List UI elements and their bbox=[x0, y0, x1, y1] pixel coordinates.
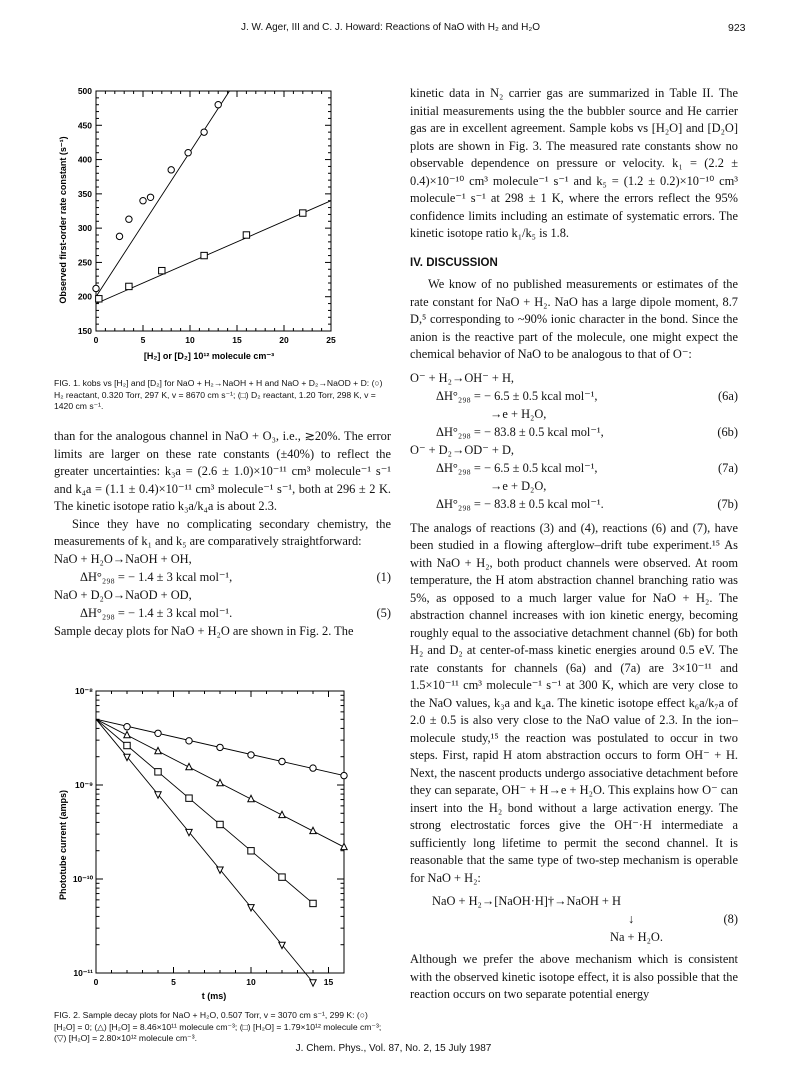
eq7b-reaction: →e + D₂O, bbox=[490, 478, 547, 493]
fig2-point-2-4 bbox=[217, 821, 223, 827]
eq6b-number: (6b) bbox=[717, 424, 738, 439]
fig1-point-0-8 bbox=[215, 102, 221, 108]
fig1-y-tick-label: 400 bbox=[77, 154, 92, 165]
fig2-point-2-6 bbox=[279, 874, 285, 880]
fig1-x-tick-label: 15 bbox=[232, 335, 242, 345]
eq7-reaction: O⁻ + D₂→OD⁻ + D, bbox=[410, 442, 514, 457]
section-heading: IV. DISCUSSION bbox=[410, 256, 498, 269]
fig2-caption: FIG. 2. Sample decay plots for NaO + H₂O, 0.507 Torr, v = 3070 cm s⁻¹, 299 K: (○) [H₂O] = 0; (△) [H₂O] = 8.46×10¹¹ molecule cm⁻³; (□) [H₂O] = 1.79×10¹² molecule cm⁻³; (▽) [H₂O] = 2.80×10¹² molecule cm⁻³. bbox=[54, 1010, 382, 1043]
fig2-point-2-2 bbox=[155, 769, 161, 775]
eq7a-number: (7a) bbox=[718, 460, 738, 475]
eq5-reaction: NaO + D₂O→NaOD + OD, bbox=[54, 587, 192, 602]
eq8-arrow-line bbox=[410, 911, 738, 929]
eq8b-line bbox=[410, 929, 738, 947]
eq6b-line bbox=[410, 406, 738, 424]
fig1-x-tick-label: 25 bbox=[326, 335, 336, 345]
fig2-y-tick-label: 10⁻⁹ bbox=[75, 780, 93, 790]
fig2-y-tick-label: 10⁻¹⁰ bbox=[72, 874, 93, 884]
fig1-axis-box bbox=[96, 91, 331, 331]
fig2-point-1-7 bbox=[310, 827, 316, 833]
eq5-number: (5) bbox=[376, 605, 391, 620]
page-number: 923 bbox=[728, 22, 746, 34]
fig2-point-1-5 bbox=[248, 795, 254, 801]
fig1-point-1-0 bbox=[96, 296, 102, 302]
right-para-1: kinetic data in N₂ carrier gas are summarized in Table II. The initial measurements using the the bubbler source and He carrier gas are in excellent agreement. Sample kobs vs [H₂O] and [D₂O] plots are shown in Fig. 3. The measured rate constants show no observable dependence on pressure or velocity. k₁ = (2.2 ± 0.4)×10⁻¹⁰ cm³ molecule⁻¹ s⁻¹ and k₅ = (1.2 ± 0.2)×10⁻¹⁰ cm³ molecule⁻¹ s⁻¹ at 298 ± 1 K, where the errors reflect the 95% confidence limits including an estimate of systematic errors. The kinetic isotope ratio k₁/k₅ is 1.8. bbox=[410, 86, 738, 240]
eq6a-number: (6a) bbox=[718, 388, 738, 403]
fig2-point-1-3 bbox=[186, 763, 192, 769]
fig2-point-1-4 bbox=[217, 779, 223, 785]
eq8b-products: Na + H₂O. bbox=[610, 930, 663, 944]
eq8-reaction: NaO + H₂→[NaOH·H]†→NaOH + H bbox=[432, 894, 621, 908]
eq7b-enthalpy-line bbox=[410, 496, 738, 514]
fig1-point-0-5 bbox=[168, 167, 174, 173]
right-column bbox=[410, 85, 738, 1004]
eq7b-number: (7b) bbox=[717, 496, 738, 511]
fig2-point-3-7 bbox=[310, 980, 316, 986]
fig1-y-tick-label: 500 bbox=[77, 86, 92, 96]
fig1-xlabel: [H₂] or [D₂] 10¹² molecule cm⁻³ bbox=[143, 351, 275, 361]
fig1-y-tick-label: 350 bbox=[77, 188, 92, 199]
eq5-enthalpy: ΔH°₂₉₈ = − 1.4 ± 3 kcal mol⁻¹. bbox=[80, 605, 233, 620]
eq1-enthalpy-line bbox=[54, 569, 391, 587]
eq6b-enthalpy-line bbox=[410, 424, 738, 442]
fig2-point-0-3 bbox=[186, 738, 192, 744]
fig2-point-0-8 bbox=[341, 772, 347, 778]
fig1-point-0-3 bbox=[140, 198, 146, 204]
eq7a-line bbox=[410, 460, 738, 478]
fig2-point-2-1 bbox=[124, 742, 130, 748]
fig1-x-tick-label: 0 bbox=[93, 335, 99, 345]
fig1-point-1-4 bbox=[243, 232, 249, 238]
fig2-x-tick-label: 0 bbox=[93, 977, 99, 987]
figure-2-chart bbox=[54, 685, 354, 1010]
fig2-point-0-7 bbox=[310, 765, 316, 771]
right-para-2: We know of no published measurements or estimates of the rate constant for NaO + H₂. NaO has a large dipole moment, 8.7 D,⁵ corresponding to ~90% ionic character in the bond. Since the anion is the reactive part of the molecule, one might expect the chemical behavior of NaO to be analogous to that of O⁻: bbox=[410, 277, 738, 361]
fig1-point-1-2 bbox=[159, 267, 165, 273]
eq8-number: (8) bbox=[723, 912, 738, 926]
fig1-y-tick-label: 250 bbox=[77, 257, 92, 268]
eq1-reaction: NaO + H₂O→NaOH + OH, bbox=[54, 551, 192, 566]
fig2-point-1-2 bbox=[155, 747, 161, 753]
fig2-plot-frame bbox=[73, 686, 347, 987]
fig1-x-tick-label: 20 bbox=[279, 335, 289, 345]
fig2-ylabel: Phototube current (amps) bbox=[58, 789, 68, 901]
fig2-point-0-6 bbox=[279, 758, 285, 764]
fig1-point-0-1 bbox=[116, 233, 122, 239]
fig1-point-0-2 bbox=[126, 216, 132, 222]
left-column bbox=[54, 428, 391, 640]
fig1-point-1-5 bbox=[300, 210, 306, 216]
fig1-x-tick-label: 5 bbox=[140, 335, 146, 345]
eq7b-line bbox=[410, 478, 738, 496]
fig2-point-1-1 bbox=[124, 731, 130, 737]
fig2-x-tick-label: 15 bbox=[323, 977, 334, 987]
left-para-2: Since they have no complicating secondary chemistry, the measurements of k₁ and k₅ are comparatively straightforward: bbox=[54, 516, 391, 548]
fig1-y-tick-label: 150 bbox=[77, 326, 92, 336]
eq5-line bbox=[54, 587, 391, 605]
fig2-x-tick-label: 5 bbox=[171, 977, 176, 987]
header-title: J. W. Ager, III and C. J. Howard: Reactions of NaO with H₂ and H₂O bbox=[241, 22, 540, 33]
figure-1-chart bbox=[54, 85, 354, 370]
eq6b-reaction: →e + H₂O, bbox=[490, 406, 547, 421]
eq1-number: (1) bbox=[376, 569, 391, 584]
fig2-x-tick-label: 10 bbox=[246, 977, 256, 987]
fig2-axis-box bbox=[96, 691, 344, 973]
right-para-4: Although we prefer the above mechanism which is consistent with the observed kinetic isotope effect, it is also possible that the reaction occurs on two separate potential energy bbox=[410, 952, 738, 1001]
eq6-reaction: O⁻ + H₂→OH⁻ + H, bbox=[410, 370, 514, 385]
fig2-y-tick-label: 10⁻¹¹ bbox=[73, 968, 93, 978]
fig1-plot-frame bbox=[78, 86, 336, 345]
eq8-arrow: ↓ bbox=[628, 912, 635, 926]
fig1-point-0-6 bbox=[185, 150, 191, 156]
fig1-y-tick-label: 200 bbox=[77, 291, 92, 302]
eq6a-line bbox=[410, 388, 738, 406]
eq1-line bbox=[54, 551, 391, 569]
eq6-line bbox=[410, 370, 738, 388]
fig2-point-0-2 bbox=[155, 730, 161, 736]
fig1-point-0-7 bbox=[201, 129, 207, 135]
eq5-enthalpy-line bbox=[54, 605, 391, 623]
eq6a-enthalpy: ΔH°₂₉₈ = − 6.5 ± 0.5 kcal mol⁻¹, bbox=[436, 388, 598, 403]
eq7a-enthalpy: ΔH°₂₉₈ = − 6.5 ± 0.5 kcal mol⁻¹, bbox=[436, 460, 598, 475]
left-para-3: Sample decay plots for NaO + H₂O are shown in Fig. 2. The bbox=[54, 623, 354, 638]
fig2-point-1-8 bbox=[341, 843, 347, 849]
fig1-point-0-0 bbox=[93, 285, 99, 291]
eq1-enthalpy: ΔH°₂₉₈ = − 1.4 ± 3 kcal mol⁻¹, bbox=[80, 569, 233, 584]
page-footer: J. Chem. Phys., Vol. 87, No. 2, 15 July 1987 bbox=[295, 1043, 492, 1054]
eq6b-enthalpy: ΔH°₂₉₈ = − 83.8 ± 0.5 kcal mol⁻¹, bbox=[436, 424, 604, 439]
eq8-line bbox=[410, 893, 738, 911]
eq7-line bbox=[410, 442, 738, 460]
fig2-y-tick-label: 10⁻⁸ bbox=[75, 686, 93, 696]
fig1-point-1-1 bbox=[126, 283, 132, 289]
eq7b-enthalpy: ΔH°₂₉₈ = − 83.8 ± 0.5 kcal mol⁻¹. bbox=[436, 496, 604, 511]
fig2-point-0-1 bbox=[124, 724, 130, 730]
fig1-caption: FIG. 1. kobs vs [H₂] and [D₂] for NaO + H₂→NaOH + H and NaO + D₂→NaOD + D: (○) H₂ reactant, 0.320 Torr, 297 K, v = 8670 cm s⁻¹; (□) D₂ reactant, 1.20 Torr, 298 K, v = 1420 cm s⁻¹. bbox=[54, 378, 383, 411]
fig2-point-2-3 bbox=[186, 795, 192, 801]
fig2-point-2-7 bbox=[310, 900, 316, 906]
fig1-x-tick-label: 10 bbox=[185, 335, 195, 345]
fig1-ylabel: Observed first-order rate constant (s⁻¹) bbox=[58, 136, 68, 304]
fig2-point-1-6 bbox=[279, 811, 285, 817]
fig2-xlabel: t (ms) bbox=[201, 991, 227, 1001]
fig1-fit-line-0 bbox=[96, 91, 229, 297]
fig1-point-1-3 bbox=[201, 252, 207, 258]
fig1-y-tick-label: 300 bbox=[77, 223, 92, 234]
fig1-point-0-4 bbox=[147, 194, 153, 200]
fig2-point-2-5 bbox=[248, 848, 254, 854]
fig2-point-0-5 bbox=[248, 752, 254, 758]
fig2-point-0-4 bbox=[217, 744, 223, 750]
right-para-3: The analogs of reactions (3) and (4), reactions (6) and (7), have been studied in a flowing afterglow–drift tube experiment.¹⁵ As with NaO + H₂, both product channels were observed. At room temperature, the H atom abstraction channel branching ratio was 5%, as opposed to a much larger value for NaO + H₂. The abstraction channel increases with ion kinetic energy, becoming roughly equal to the associative detachment channel (6b) for both H₂ and D₂ at center-of-mass kinetic energies around 0.5 eV. The rate constants for channels (6a) and (7a) are 3×10⁻¹¹ and 1.5×10⁻¹¹ cm³ molecule⁻¹ s⁻¹ at 300 K, which are very close to the NaO values, k₃a and k₄a. The kinetic isotope effect k₆a/k₇a of 2.0 ± 0.5 is also very close to the NaO value of 2.3. In the ion–molecule study,¹⁵ the reaction was postulated to occur in two steps. First, rapid H atom abstraction occurs to form OH⁻ + H. Next, the nascent products undergo associative detachment before they can separate, OH⁻ + H→e + H₂O. This explains how O⁻ can insert into the H₂ bond without a large activation energy. The strong electrostatic forces give the OH⁻·H intermediate a sufficiently long lifetime to permit the second channel. It is reasonable that the same type of two-step mechanism is operable for NaO + H₂: bbox=[410, 520, 738, 885]
fig1-y-tick-label: 450 bbox=[77, 120, 92, 131]
left-para-1: than for the analogous channel in NaO + O₃, i.e., ≳20%. The error limits are larger on these rate constants (±40%) to reflect the greater uncertainties: k₃a = (2.6 ± 1.0)×10⁻¹¹ cm³ molecule⁻¹ s⁻¹ and k₄a = (1.1 ± 0.4)×10⁻¹¹ cm³ molecule⁻¹ s⁻¹, both at 296 ± 2 K. The kinetic isotope ratio k₃a/k₄a is about 2.3. bbox=[54, 429, 391, 513]
